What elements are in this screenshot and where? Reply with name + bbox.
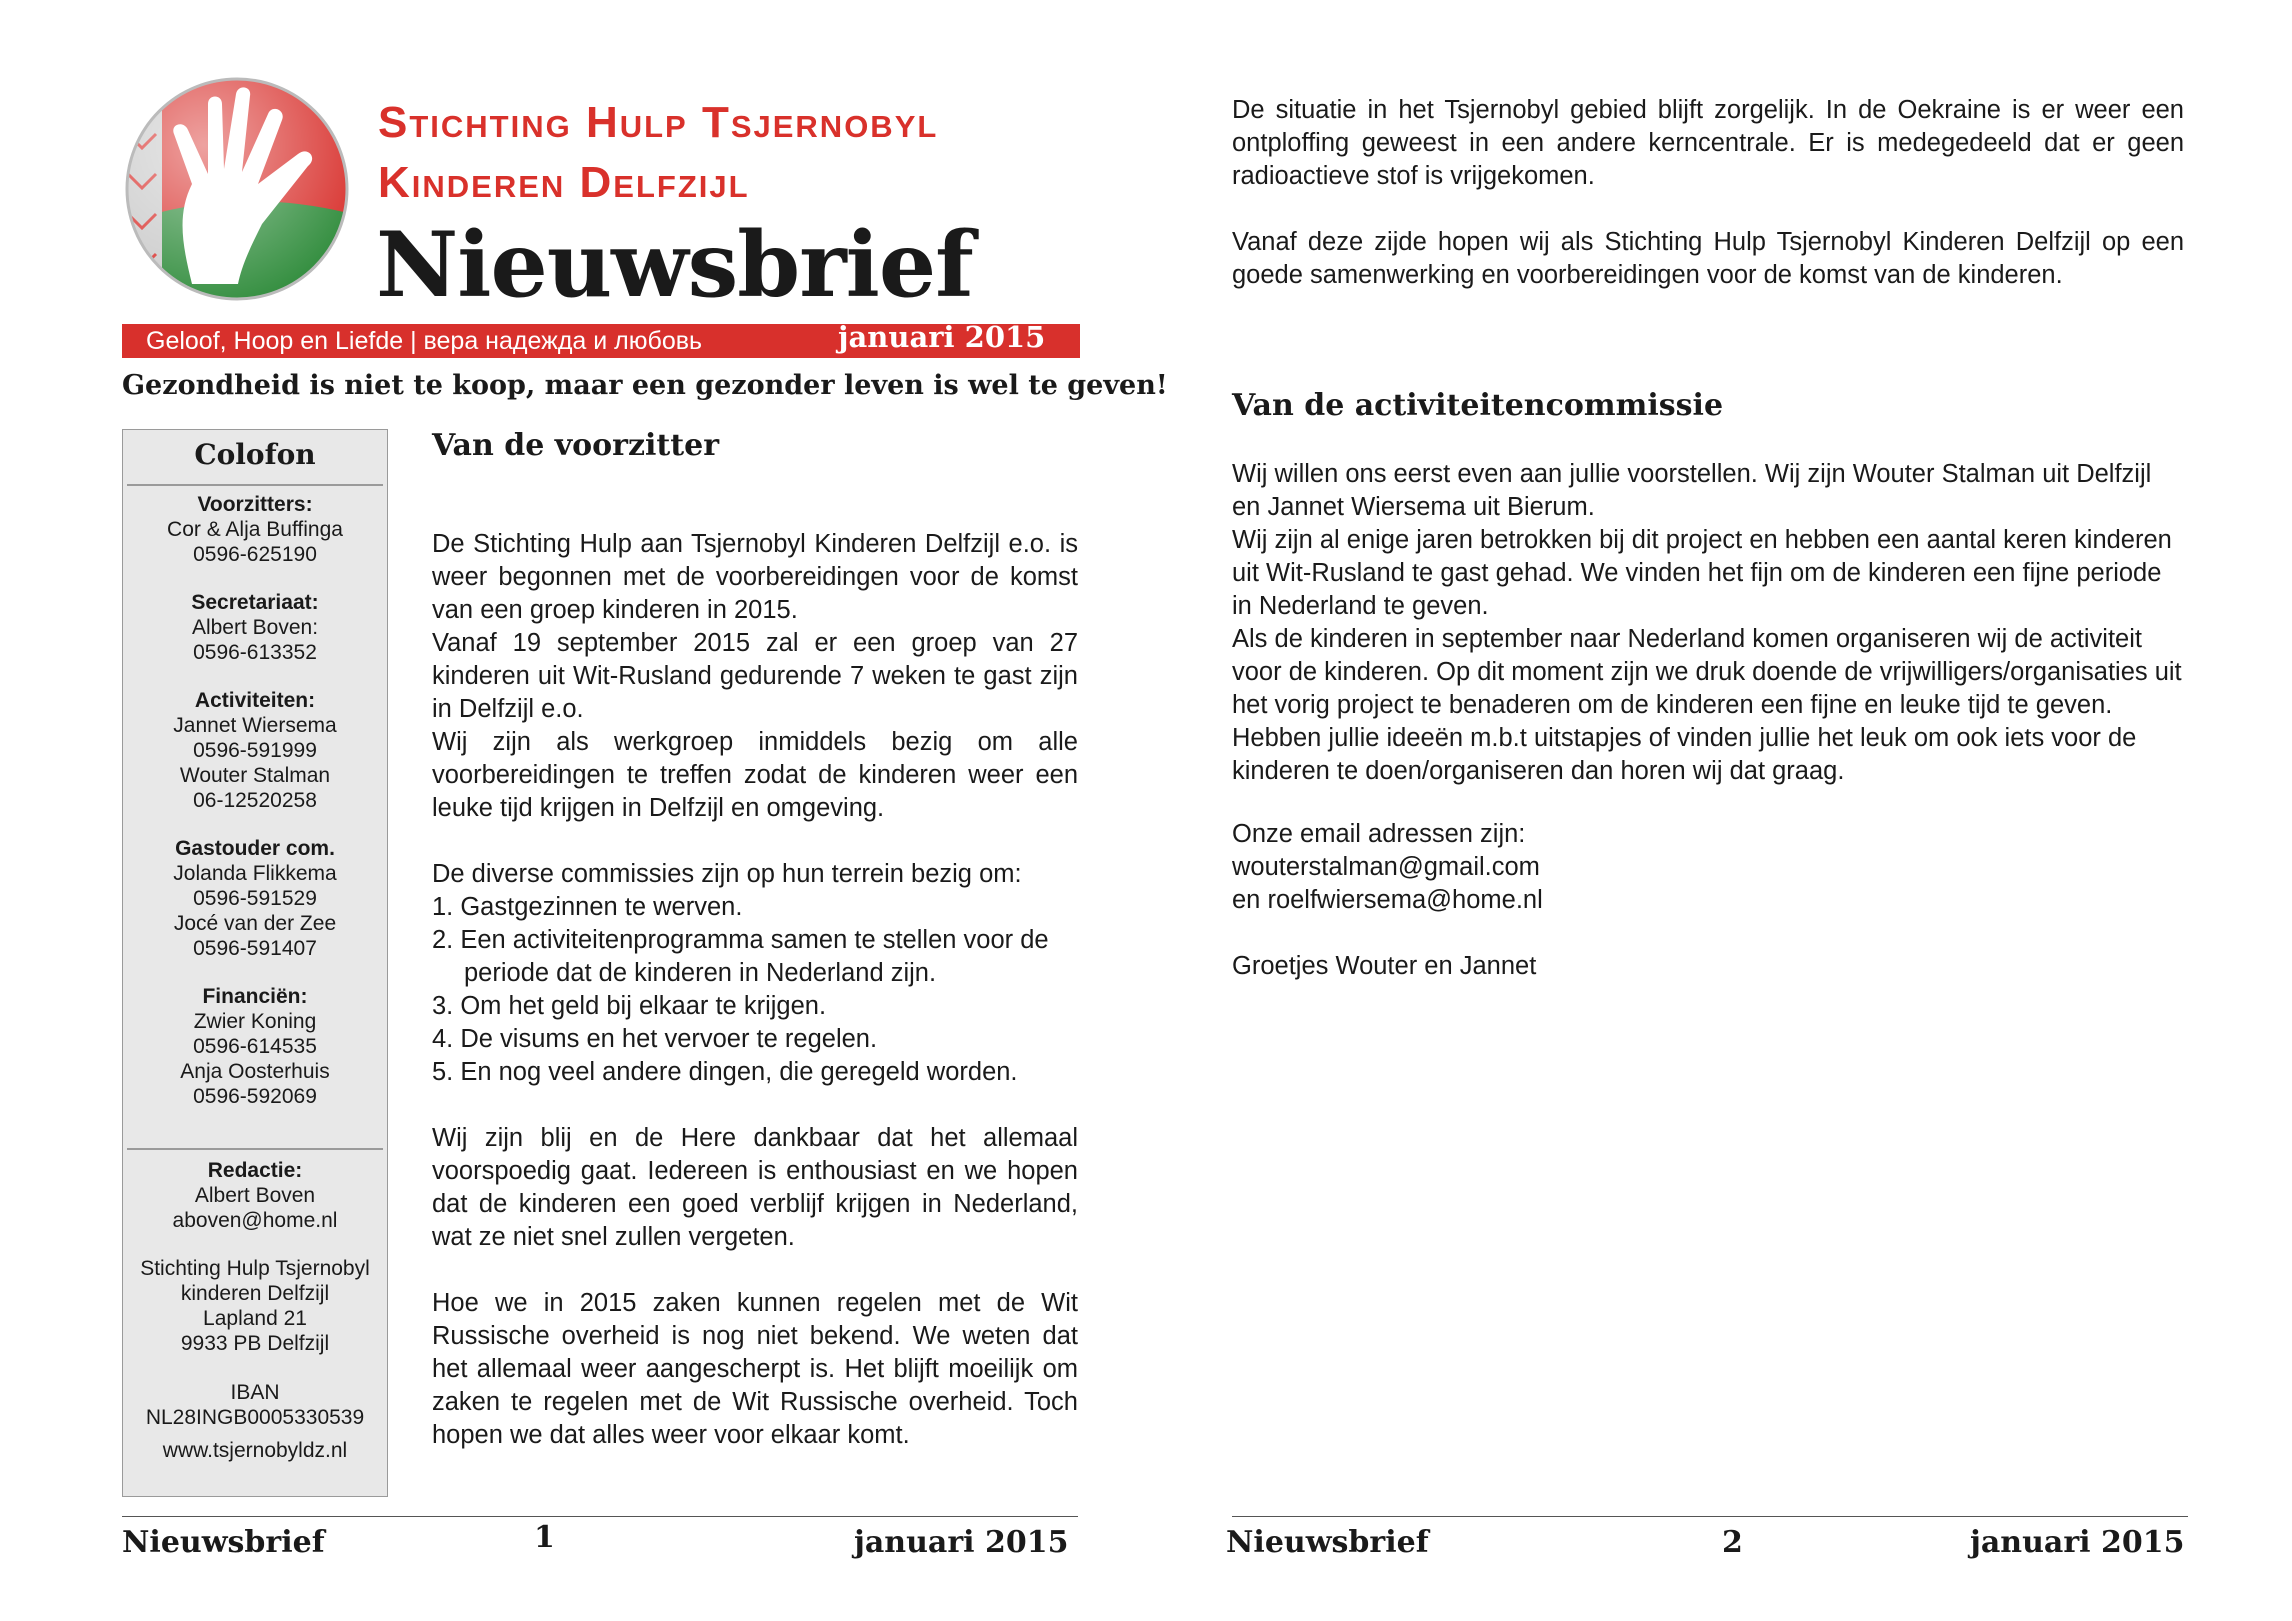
colofon-section <box>123 1158 387 1233</box>
voorzitter-heading: Van de voorzitter <box>432 428 720 463</box>
newsletter-title: Nieuwsbrief <box>376 212 973 318</box>
masthead-tagline: Geloof, Hoop en Liefde | вера надежда и любовь <box>146 327 703 355</box>
list-item: 1. Gastgezinnen te werven. <box>432 893 743 921</box>
colofon-line: Jocé van der Zee <box>173 912 337 935</box>
list-item: 5. En nog veel andere dingen, die geregeld worden. <box>432 1058 1018 1086</box>
list-item: 4. De visums en het vervoer te regelen. <box>432 1025 878 1053</box>
footer-date: januari 2015 <box>1970 1525 2185 1560</box>
list-item <box>432 924 1072 990</box>
email-link[interactable]: wouterstalman@gmail.com <box>1232 853 1540 881</box>
colofon-section-label: Financiën: <box>202 985 308 1008</box>
colofon-line: NL28INGB0005330539 <box>145 1406 365 1429</box>
colofon-line: 0596-591529 <box>193 887 317 910</box>
colofon-website <box>123 1438 387 1463</box>
email-link[interactable]: en roelfwiersema@home.nl <box>1232 886 1543 914</box>
voorzitter-list-intro: De diverse commissies zijn op hun terrein bezig om: <box>432 860 1022 888</box>
closing-line: Groetjes Wouter en Jannet <box>1232 952 1537 980</box>
colofon-line: Albert Boven: <box>191 616 319 639</box>
colofon-address <box>123 1256 387 1356</box>
colofon-divider <box>127 1148 383 1150</box>
org-name-line-2: Kinderen Delfzijl <box>378 158 750 207</box>
colofon-line: Stichting Hulp Tsjernobyl <box>140 1257 370 1280</box>
colofon-section-label: Secretariaat: <box>191 591 319 614</box>
colofon-iban <box>123 1380 387 1430</box>
list-item-text: 2. Een activiteitenprogramma samen te stellen voor de periode dat de kinderen in Nederland zijn. <box>432 926 1049 987</box>
footer-rule <box>1232 1516 2188 1517</box>
colofon-line: Zwier Koning <box>193 1010 317 1033</box>
colofon-line: Jolanda Flikkema <box>173 862 337 885</box>
paragraph: Wij zijn als werkgroep inmiddels bezig om alle voorbereidingen te treffen zodat de kinderen weer een leuke tijd krijgen in Delfzijl en omgeving. <box>432 728 1078 822</box>
footer-title: Nieuwsbrief <box>1226 1525 1429 1560</box>
activiteiten-heading: Van de activiteitencommissie <box>1232 388 1724 423</box>
colofon-line: 0596-613352 <box>193 641 317 664</box>
colofon-heading: Colofon <box>194 438 316 471</box>
colofon-section-label: Voorzitters: <box>197 493 313 516</box>
list-item: 3. Om het geld bij elkaar te krijgen. <box>432 992 827 1020</box>
colofon-line: 0596-591407 <box>193 937 317 960</box>
colofon-box <box>122 429 388 1497</box>
masthead-motto: Gezondheid is niet te koop, maar een gezonder leven is wel te geven! <box>122 370 1168 401</box>
voorzitter-intro <box>432 528 1078 825</box>
colofon-divider <box>127 484 383 486</box>
activiteiten-body <box>1232 458 2184 788</box>
footer-date: januari 2015 <box>854 1525 1069 1560</box>
colofon-line: Anja Oosterhuis <box>180 1060 330 1083</box>
colofon-line: aboven@home.nl <box>172 1209 338 1232</box>
paragraph: Als de kinderen in september naar Nederland komen organiseren wij de activiteit voor de kinderen. Op dit moment zijn we druk doende de vrijwilligers/organisaties uit het vorig project te benaderen om de kinderen een fijne en leuke tijd te geven. Hebben jullie ideeën m.b.t uitstapjes of vinden jullie het leuk om ook iets voor de kinderen te doen/organiseren dan horen wij dat graag. <box>1232 625 2182 785</box>
paragraph: De situatie in het Tsjernobyl gebied blijft zorgelijk. In de Oekraine is er weer een ontploffing geweest in een andere kerncentrale. Er is medegedeeld dat er geen radioactieve stof is vrijgekomen. <box>1232 96 2184 190</box>
colofon-line: www.tsjernobyldz.nl <box>162 1439 348 1462</box>
colofon-line: 06-12520258 <box>193 789 317 812</box>
colofon-line: Albert Boven <box>194 1184 316 1207</box>
paragraph: Hoe we in 2015 zaken kunnen regelen met de Wit Russische overheid is nog niet bekend. We weten dat het allemaal weer aangescherpt is. Het blijft moeilijk om zaken te regelen met de Wit Russische overheid. Toch hopen we dat alles weer voor elkaar komt. <box>432 1289 1078 1449</box>
colofon-line: 0596-625190 <box>193 543 317 566</box>
colofon-line: 0596-614535 <box>193 1035 317 1058</box>
colofon-line: Wouter Stalman <box>179 764 331 787</box>
paragraph: Vanaf deze zijde hopen wij als Stichting Hulp Tsjernobyl Kinderen Delfzijl op een goede samenwerking en voorbereidingen voor de komst van de kinderen. <box>1232 228 2184 289</box>
colofon-section-label: Redactie: <box>207 1159 303 1182</box>
colofon-line: 0596-591999 <box>193 739 317 762</box>
colofon-line: 0596-592069 <box>193 1085 317 1108</box>
colofon-section <box>123 984 387 1109</box>
org-name-line-1: Stichting Hulp Tsjernobyl <box>378 98 939 147</box>
colofon-section <box>123 492 387 567</box>
paragraph: De Stichting Hulp aan Tsjernobyl Kinderen Delfzijl e.o. is weer begonnen met de voorbereidingen voor de komst van een groep kinderen in 2015. <box>432 530 1078 624</box>
colofon-section <box>123 590 387 665</box>
colofon-line: IBAN <box>230 1381 280 1404</box>
colofon-section <box>123 836 387 961</box>
colofon-line: Lapland 21 <box>203 1307 307 1330</box>
colofon-line: 9933 PB Delfzijl <box>180 1332 330 1355</box>
page-number: 1 <box>534 1520 555 1555</box>
colofon-section <box>123 688 387 813</box>
colofon-section-label: Activiteiten: <box>194 689 316 712</box>
hand-circle-logo-icon <box>122 74 352 304</box>
paragraph: Wij zijn al enige jaren betrokken bij dit project en hebben een aantal keren kinderen uit Wit-Rusland te gast gehad. We vinden het fijn om de kinderen een fijne periode in Nederland te geven. <box>1232 526 2172 620</box>
colofon-line: Cor & Alja Buffinga <box>167 518 343 541</box>
masthead-date: januari 2015 <box>838 320 1046 354</box>
colofon-line: Jannet Wiersema <box>173 714 337 737</box>
paragraph: Vanaf 19 september 2015 zal er een groep van 27 kinderen uit Wit-Rusland gedurende 7 weken te gast zijn in Delfzijl e.o. <box>432 629 1078 723</box>
page-number: 2 <box>1722 1525 1743 1560</box>
footer-title: Nieuwsbrief <box>122 1525 325 1560</box>
colofon-line: kinderen Delfzijl <box>180 1282 330 1305</box>
footer-rule <box>122 1516 1078 1517</box>
colofon-section-label: Gastouder com. <box>175 837 335 860</box>
paragraph: Wij zijn blij en de Here dankbaar dat het allemaal voorspoedig gaat. Iedereen is enthousiast en we hopen dat de kinderen een goed verblijf krijgen in Nederland, wat ze niet snel zullen vergeten. <box>432 1124 1078 1251</box>
paragraph: Wij willen ons eerst even aan jullie voorstellen. Wij zijn Wouter Stalman uit Delfzijl en Jannet Wiersema uit Bierum. <box>1232 460 2152 521</box>
email-intro: Onze email adressen zijn: <box>1232 820 1526 848</box>
email-block <box>1232 818 2184 917</box>
